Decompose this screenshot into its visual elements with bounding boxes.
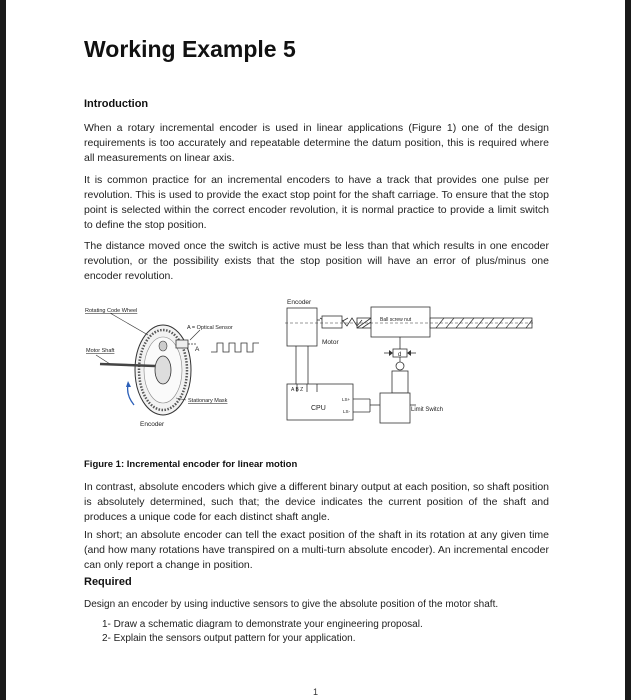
- introduction-heading: Introduction: [84, 98, 149, 110]
- pulse-waveform-icon: [211, 343, 259, 352]
- arrow-right-icon: [407, 350, 411, 356]
- motor-shaft-label: Motor Shaft: [86, 348, 115, 354]
- abz-label: A B Z: [291, 387, 304, 393]
- rotary-encoder-drawing: [100, 325, 191, 415]
- list-item: 2- Explain the sensors output pattern for your application.: [102, 633, 356, 644]
- intro-paragraph-2: It is common practice for an incremental encoders to have a track that provides one pulse per revolution. This is used to provide the exact stop point for the shaft carriage. To ensure that the stop point is selected within the correct encoder revolution, it is normal practice to provide a limit switch to define the stop position.: [84, 174, 549, 231]
- ls-minus-label: LS-: [343, 409, 351, 414]
- ball-screw-nut-label: Ball screw nut: [380, 317, 412, 323]
- required-heading: Required: [84, 576, 132, 588]
- intro-paragraph-1: When a rotary incremental encoder is used in linear applications (Figure 1) one of the design requirements is too accurately and repeatable determine the datum position, this is required where all measurements on linear axis.: [84, 122, 549, 164]
- optical-sensor-icon: [176, 340, 196, 348]
- encoder-left-label: Encoder: [140, 421, 165, 428]
- optical-sensor-label: A = Optical Sensor: [187, 325, 233, 331]
- d-distance-label: d: [398, 352, 402, 358]
- arrow-left-icon: [389, 350, 393, 356]
- ls-plus-label: LS+: [342, 397, 351, 402]
- limit-switch-label: Limit Switch: [411, 407, 444, 413]
- a-marker-label: A: [195, 346, 200, 353]
- stationary-mask-label: Stationary Mask: [188, 398, 228, 404]
- encoder-top-label: Encoder: [287, 299, 312, 306]
- rotating-code-wheel-label: Rotating Code Wheel: [85, 308, 138, 314]
- motor-label: Motor: [322, 339, 339, 346]
- required-text: Design an encoder by using inductive sensors to give the absolute position of the motor shaft.: [84, 599, 499, 610]
- page-number: 1: [313, 687, 319, 697]
- figure-caption: Figure 1: Incremental encoder for linear motion: [84, 459, 298, 470]
- cpu-label: CPU: [311, 405, 326, 412]
- rotation-arrow-icon: [128, 385, 134, 405]
- list-item: 1- Draw a schematic diagram to demonstrate your engineering proposal.: [102, 619, 423, 630]
- body-paragraph-5: In short; an absolute encoder can tell the exact position of the shaft in its rotation at any given time (and how many rotations have transpired on a multi-turn absolute encoder). An incremental encoder can only report a change in position.: [84, 529, 549, 571]
- intro-paragraph-3: The distance moved once the switch is active must be less than that which results in one encoder revolution, or the possibility exists that the stop position will have an error of plus/minus one encoder revolution.: [84, 240, 549, 282]
- body-paragraph-4: In contrast, absolute encoders which give a different binary output at each position, so shaft position is absolutely determined, such that; the device indicates the current position of the shaft and produces a unique code for each distinct shaft angle.: [84, 481, 549, 523]
- page-title: Working Example 5: [84, 36, 296, 62]
